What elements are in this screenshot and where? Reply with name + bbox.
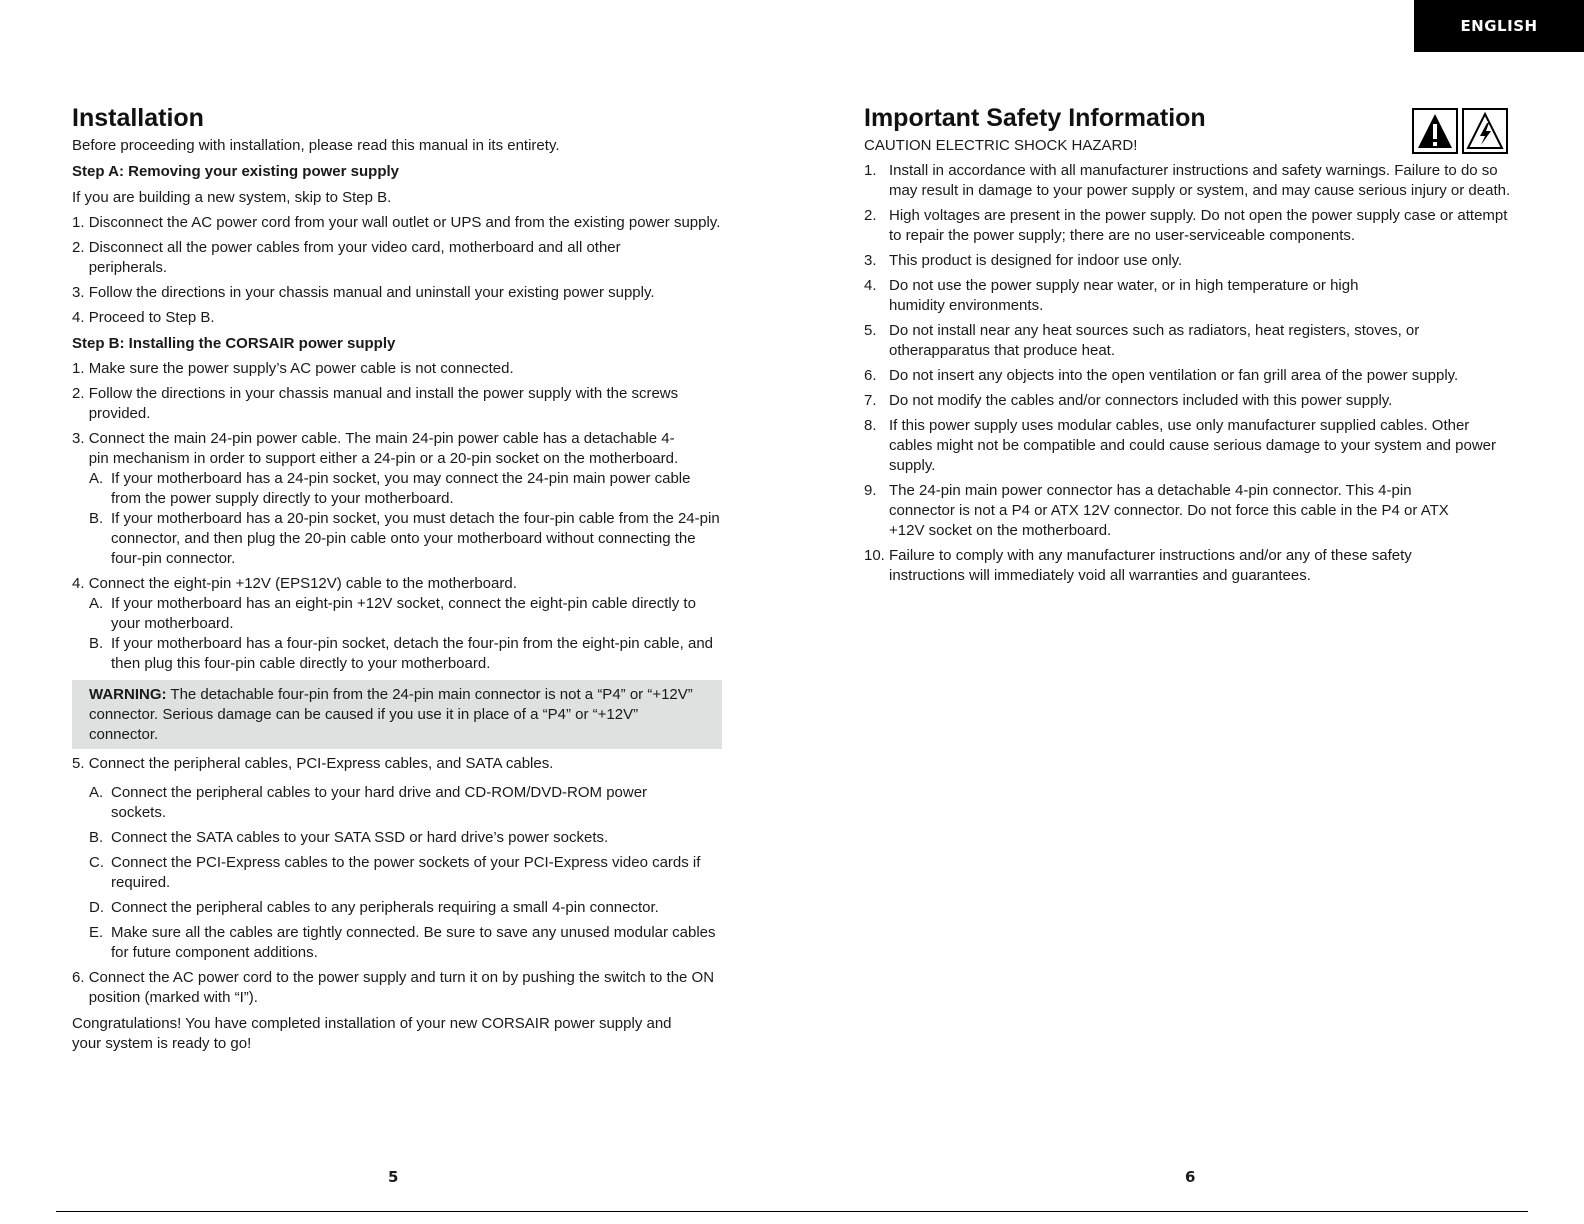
item-text: Disconnect the AC power cord from your wall outlet or UPS and from the existing power supply. <box>88 214 721 231</box>
step-b-item <box>72 968 722 1008</box>
step-b-item <box>72 429 722 469</box>
item-text: If this power supply uses modular cables, use only manufacturer supplied cables. Other cables might not be compatible and could cause serious damage to your system and power supply. <box>889 417 1497 474</box>
item-number: 4. <box>72 309 89 326</box>
item-number: 1. <box>864 162 877 179</box>
language-tab: ENGLISH <box>1414 0 1584 52</box>
item-number: 2. <box>72 385 89 402</box>
safety-item <box>864 416 1514 476</box>
sub-item-letter: E. <box>89 924 104 941</box>
item-number: 7. <box>864 392 877 409</box>
installation-intro: Before proceeding with installation, please read this manual in its entirety. <box>72 137 560 154</box>
item-text: Follow the directions in your chassis manual and install the power supply with the screws provided. <box>88 385 679 422</box>
sub-item <box>89 923 722 963</box>
footer-divider <box>56 1211 1528 1212</box>
sub-item-letter: A. <box>89 595 104 612</box>
item-number: 4. <box>72 575 89 592</box>
sub-item <box>89 469 722 509</box>
warning-box <box>72 680 722 749</box>
sub-item-text: Connect the peripheral cables to your hard drive and CD-ROM/DVD-ROM power sockets. <box>111 784 648 821</box>
item-text: Do not insert any objects into the open ventilation or fan grill area of the power supply. <box>889 367 1459 384</box>
item-text: Follow the directions in your chassis manual and uninstall your existing power supply. <box>88 284 655 301</box>
item-text: Do not use the power supply near water, or in high temperature or high humidity environments. <box>889 277 1359 314</box>
page-number-left: 5 <box>388 1168 399 1186</box>
safety-item <box>864 276 1514 316</box>
safety-item <box>864 206 1514 246</box>
page-number-right: 6 <box>1185 1168 1196 1186</box>
safety-section <box>864 100 1514 586</box>
sub-item-letter: B. <box>89 510 104 527</box>
sub-item-text: Connect the peripheral cables to any peripherals requiring a small 4-pin connector. <box>111 899 659 916</box>
item-number: 3. <box>72 284 89 301</box>
item-number: 2. <box>864 207 877 224</box>
installation-section <box>72 100 722 1054</box>
step-a-item <box>72 308 722 328</box>
item-number: 1. <box>72 214 89 231</box>
sub-item-letter: B. <box>89 635 104 652</box>
safety-caution: CAUTION ELECTRIC SHOCK HAZARD! <box>864 137 1138 154</box>
step-b-item <box>72 754 722 774</box>
item-number: 5. <box>864 322 877 339</box>
sub-item-text: If your motherboard has a four-pin socket, detach the four-pin from the eight-pin cable, and then plug this four-pin cable directly to your motherboard. <box>111 635 714 672</box>
step-b-item <box>72 574 722 594</box>
item-text: High voltages are present in the power supply. Do not open the power supply case or attempt to repair the power supply; there are no user-serviceable components. <box>889 207 1508 244</box>
sub-item-text: Connect the PCI-Express cables to the power sockets of your PCI-Express video cards if required. <box>111 854 701 891</box>
sub-item-text: If your motherboard has a 20-pin socket, you must detach the four-pin cable from the 24-pin connector, and then plug the 20-pin cable onto your motherboard without connecting the four-pin connector. <box>111 510 720 567</box>
sub-item-letter: B. <box>89 829 104 846</box>
item-number: 6. <box>72 969 89 986</box>
sub-item <box>89 594 722 634</box>
step-a-item <box>72 238 722 278</box>
warning-label: WARNING: <box>89 686 167 703</box>
item-text: Connect the main 24-pin power cable. The main 24-pin power cable has a detachable 4-pin mechanism in order to support either a 24-pin or a 20-pin socket on the motherboard. <box>88 430 679 467</box>
step-a-note: If you are building a new system, skip to Step B. <box>72 189 392 206</box>
safety-item <box>864 366 1514 386</box>
sub-item <box>89 898 722 918</box>
item-text: Do not modify the cables and/or connectors included with this power supply. <box>889 392 1393 409</box>
warning-text: The detachable four-pin from the 24-pin main connector is not a “P4” or “+12V” connector. Serious damage can be caused if you use it in place of a “P4” or “+12V” connector. <box>89 686 693 743</box>
item-text: Disconnect all the power cables from your video card, motherboard and all other peripherals. <box>88 239 621 276</box>
sub-item-letter: C. <box>89 854 104 871</box>
item-text: The 24-pin main power connector has a detachable 4-pin connector. This 4-pin connector is not a P4 or ATX 12V connector. Do not force this cable in the P4 or ATX +12V socket on the motherboard. <box>889 482 1449 539</box>
safety-item <box>864 251 1514 271</box>
hazard-icons <box>1412 108 1508 154</box>
warning-exclamation-icon <box>1412 108 1458 154</box>
sub-item-letter: D. <box>89 899 104 916</box>
step-a-heading: Step A: Removing your existing power supply <box>72 163 399 180</box>
sub-item-letter: A. <box>89 470 104 487</box>
safety-item <box>864 161 1514 201</box>
sub-item <box>89 783 722 823</box>
item-text: Proceed to Step B. <box>88 309 215 326</box>
sub-item-text: Make sure all the cables are tightly connected. Be sure to save any unused modular cables for future component additions. <box>111 924 716 961</box>
sub-item <box>89 828 722 848</box>
sub-item-text: If your motherboard has an eight-pin +12V socket, connect the eight-pin cable directly to your motherboard. <box>111 595 696 632</box>
step-a-item <box>72 213 722 233</box>
item-number: 6. <box>864 367 877 384</box>
sub-item <box>89 509 722 569</box>
safety-item <box>864 391 1514 411</box>
safety-title: Important Safety Information <box>864 104 1206 132</box>
step-b-item <box>72 359 722 379</box>
item-number: 3. <box>864 252 877 269</box>
item-text: Install in accordance with all manufacturer instructions and safety warnings. Failure to do so may result in damage to your power supply or system, and may cause serious injury or death. <box>889 162 1511 199</box>
sub-item <box>89 853 722 893</box>
item-text: Connect the AC power cord to the power supply and turn it on by pushing the switch to the ON position (marked with “I”). <box>88 969 715 1006</box>
step-a-item <box>72 283 722 303</box>
sub-item-letter: A. <box>89 784 104 801</box>
item-number: 2. <box>72 239 89 256</box>
item-number: 5. <box>72 755 89 772</box>
safety-item <box>864 321 1514 361</box>
item-number: 10. <box>864 547 885 564</box>
step-b-heading: Step B: Installing the CORSAIR power supply <box>72 335 396 352</box>
installation-title: Installation <box>72 104 204 132</box>
step-b-item <box>72 384 722 424</box>
sub-item <box>89 634 722 674</box>
item-text: Do not install near any heat sources such as radiators, heat registers, stoves, or otherapparatus that produce heat. <box>889 322 1420 359</box>
item-number: 8. <box>864 417 877 434</box>
safety-item <box>864 546 1514 586</box>
item-text: This product is designed for indoor use only. <box>889 252 1183 269</box>
item-number: 3. <box>72 430 89 447</box>
item-text: Connect the peripheral cables, PCI-Express cables, and SATA cables. <box>88 755 554 772</box>
sub-item-text: If your motherboard has a 24-pin socket, you may connect the 24-pin main power cable from the power supply directly to your motherboard. <box>111 470 691 507</box>
installation-closing: Congratulations! You have completed installation of your new CORSAIR power supply and your system is ready to go! <box>72 1015 672 1052</box>
item-text: Connect the eight-pin +12V (EPS12V) cable to the motherboard. <box>88 575 517 592</box>
electric-shock-icon <box>1462 108 1508 154</box>
item-text: Make sure the power supply’s AC power cable is not connected. <box>88 360 514 377</box>
item-number: 9. <box>864 482 877 499</box>
item-number: 4. <box>864 277 877 294</box>
item-number: 1. <box>72 360 89 377</box>
safety-item <box>864 481 1514 541</box>
sub-item-text: Connect the SATA cables to your SATA SSD or hard drive’s power sockets. <box>111 829 609 846</box>
item-text: Failure to comply with any manufacturer instructions and/or any of these safety instructions will immediately void all warranties and guarantees. <box>889 547 1412 584</box>
